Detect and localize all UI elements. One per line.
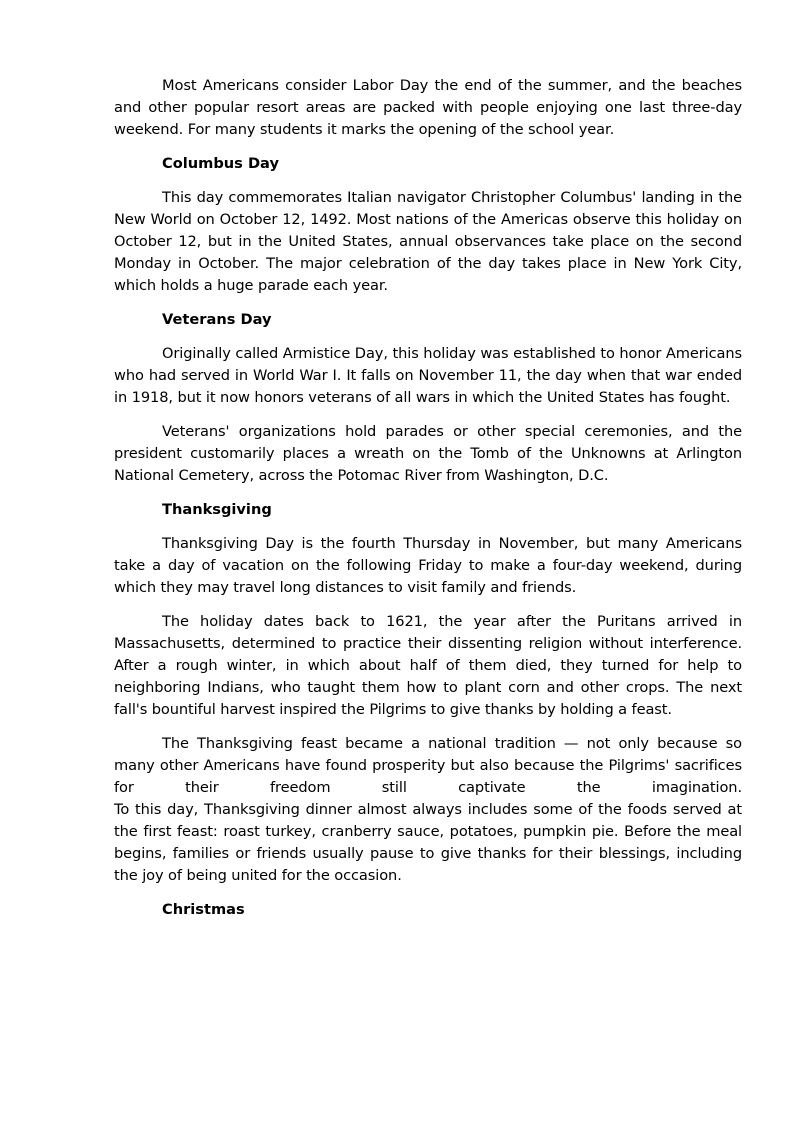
thanksgiving-paragraph-2: The holiday dates back to 1621, the year after the Puritans arrived in Massachusetts, determined to practice their dissenting religion without interference. After a rough winter, in which about half of them died, they turned for help to neighboring Indians, who taught them how to plant corn and other crops. The next fall's bountiful harvest inspired the Pilgrims to give thanks by holding a feast. bbox=[114, 613, 742, 718]
thanksgiving-paragraph-3-main: The Thanksgiving feast became a national tradition — not only because so many other Americans have found prosperity but also because the Pilgrims' sacrifices for their freedom still captivate the imagination. bbox=[114, 735, 742, 796]
columbus-day-paragraph: This day commemorates Italian navigator Christopher Columbus' landing in the New World on October 12, 1492. Most nations of the Americas observe this holiday on October 12, but in the United States, annual observances take place on the second Monday in October. The major celebration of the day takes place in New York City, which holds a huge parade each year. bbox=[114, 189, 742, 294]
veterans-day-paragraph-1: Originally called Armistice Day, this holiday was established to honor Americans who had served in World War I. It falls on November 11, the day when that war ended in 1918, but it now honors veterans of all wars in which the United States has fought. bbox=[114, 345, 742, 406]
thanksgiving-paragraph-3-continuation: To this day, Thanksgiving dinner almost always includes some of the foods served at the first feast: roast turkey, cranberry sauce, potatoes, pumpkin pie. Before the meal begins, families or friends usually pause to give thanks for their blessings, including the joy of being united for the occasion. bbox=[114, 801, 742, 884]
section-heading-thanksgiving: Thanksgiving bbox=[162, 501, 272, 518]
thanksgiving-paragraph-3 bbox=[114, 733, 742, 887]
veterans-day-paragraph-2: Veterans' organizations hold parades or other special ceremonies, and the president customarily places a wreath on the Tomb of the Unknowns at Arlington National Cemetery, across the Potomac River from Washington, D.C. bbox=[114, 423, 742, 484]
thanksgiving-paragraph-1: Thanksgiving Day is the fourth Thursday in November, but many Americans take a day of vacation on the following Friday to make a four-day weekend, during which they may travel long distances to visit family and friends. bbox=[114, 535, 742, 596]
section-heading-christmas: Christmas bbox=[162, 901, 245, 918]
labor-day-paragraph: Most Americans consider Labor Day the end of the summer, and the beaches and other popular resort areas are packed with people enjoying one last three-day weekend. For many students it marks the opening of the school year. bbox=[114, 77, 742, 138]
document-page bbox=[114, 75, 742, 933]
section-heading-columbus-day: Columbus Day bbox=[162, 155, 279, 172]
section-heading-veterans-day: Veterans Day bbox=[162, 311, 272, 328]
